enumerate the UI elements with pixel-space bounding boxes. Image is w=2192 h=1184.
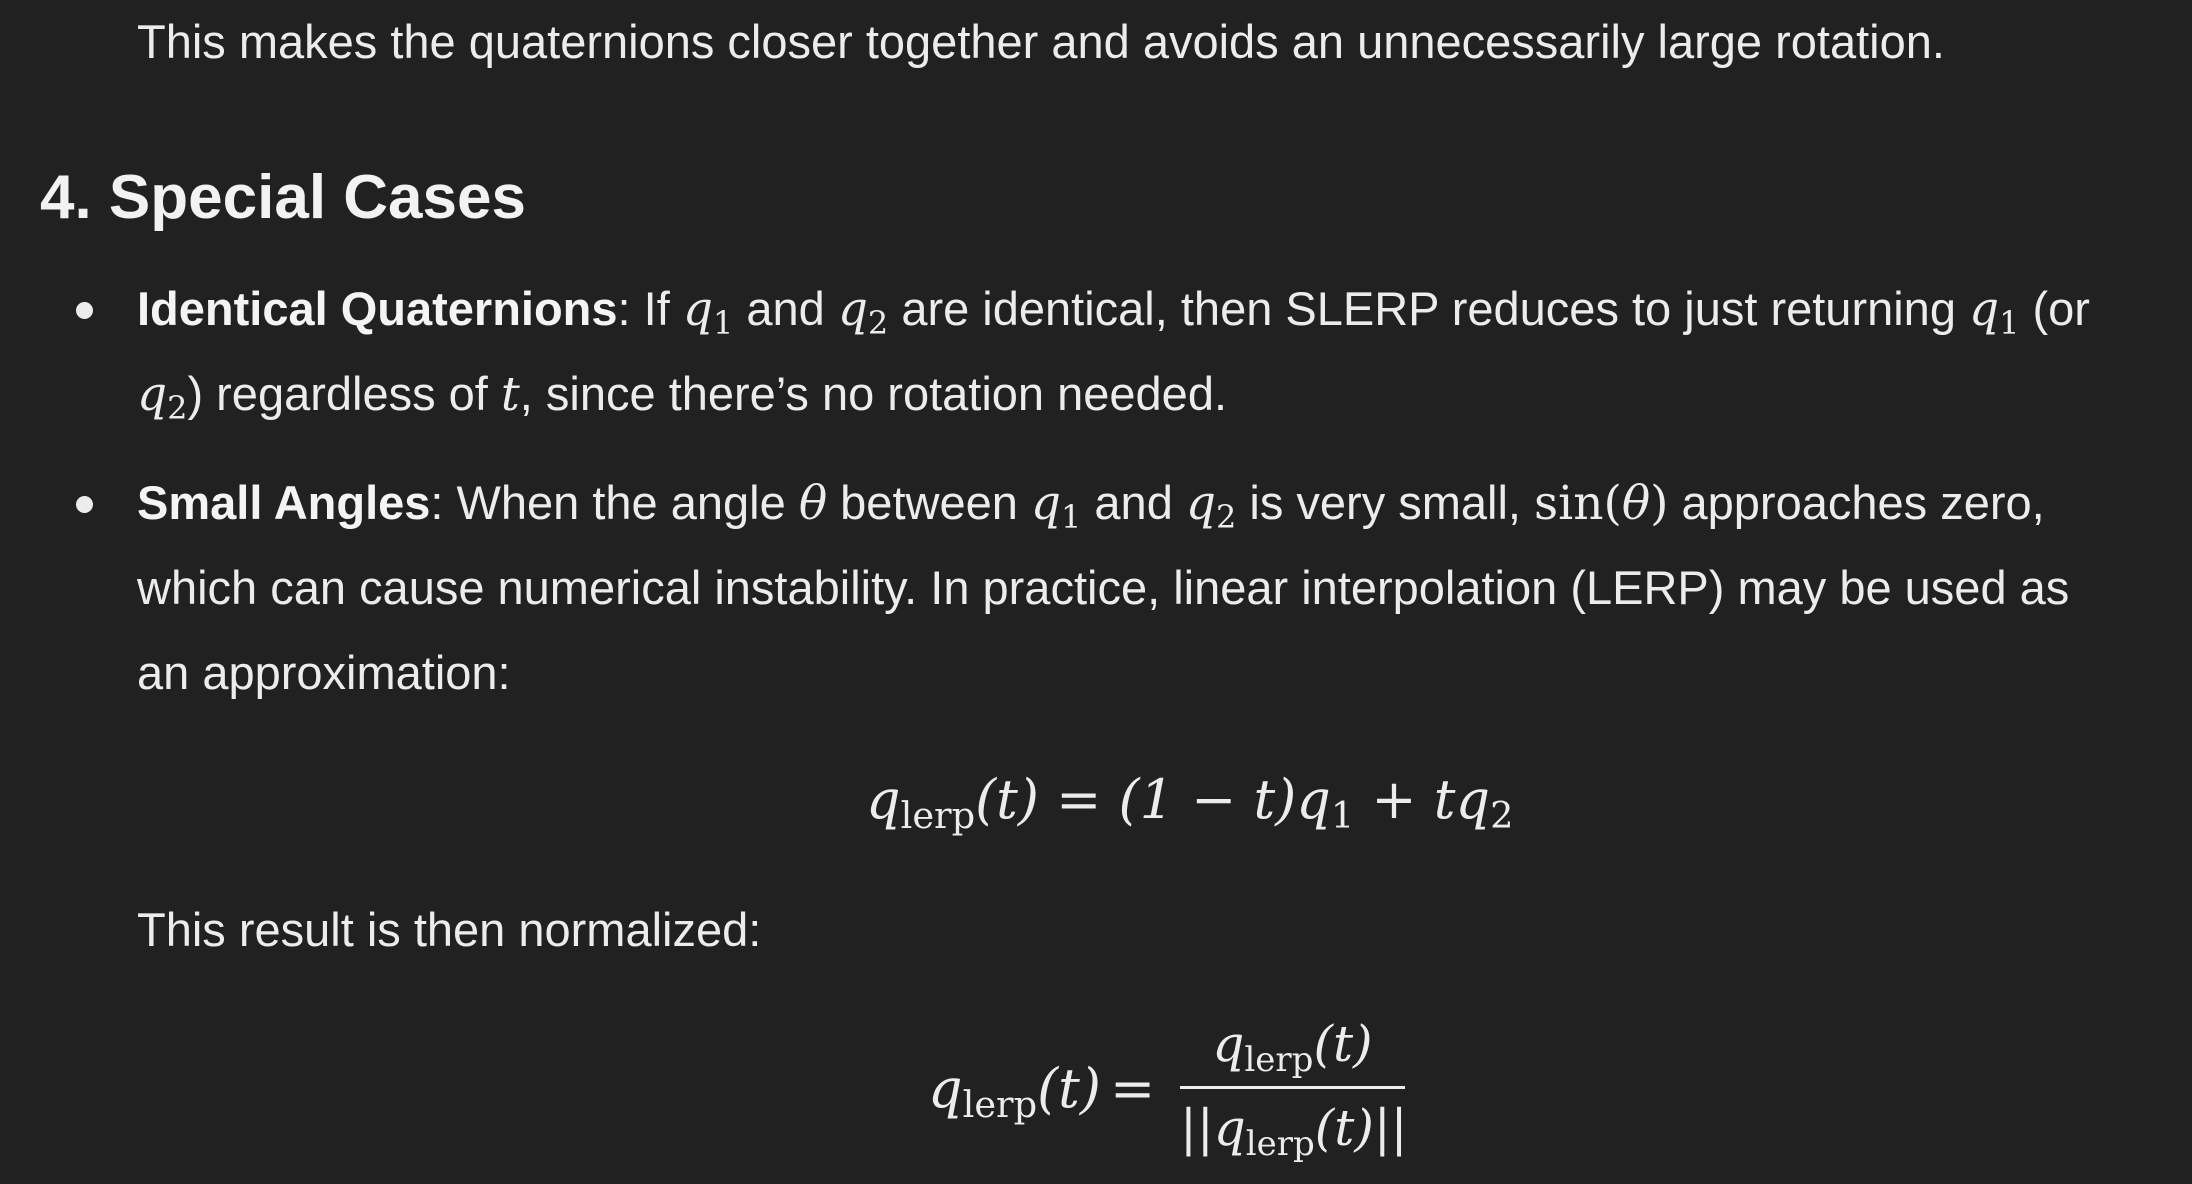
normalized-equation-lhs: qlerp(t) xyxy=(928,1057,1101,1127)
fraction-denominator: ||qlerp(t)|| xyxy=(1180,1099,1408,1164)
bullet-2-line-2: which can cause numerical instability. In practice, linear interpolation (LERP) may be used as xyxy=(137,561,2070,614)
section-heading: 4. Special Cases xyxy=(40,163,526,232)
bullet-2-line-1: Small Angles: When the angle θ between q1 and q2 is very small, sin(θ) approaches zero, xyxy=(137,476,2045,536)
bullet-1-line-1: Identical Quaternions: If q1 and q2 are identical, then SLERP reduces to just returning q1 (or xyxy=(137,282,2090,342)
fraction-numerator: qlerp(t) xyxy=(1212,1015,1373,1080)
bullet-2-line-3: an approximation: xyxy=(137,646,511,699)
normalized-equation-equals: = xyxy=(1110,1057,1156,1120)
math-q2: q2 xyxy=(137,367,188,427)
intro-paragraph xyxy=(137,12,1945,72)
math-theta: θ xyxy=(798,476,828,531)
bullet-dot-1 xyxy=(76,302,93,319)
bullet-dot-2 xyxy=(76,496,93,513)
math-q1: q1 xyxy=(682,282,734,342)
intro-text: This makes the quaternions closer together and avoids an unnecessarily large rotation. xyxy=(137,15,1945,68)
math-q2: q2 xyxy=(837,282,889,342)
math-q1: q1 xyxy=(1030,476,1082,536)
normalize-text: This result is then normalized: xyxy=(137,903,762,956)
bullet-1-label: Identical Quaternions xyxy=(137,282,618,335)
bullet-1-line-2: q2) regardless of t, since there’s no rotation needed. xyxy=(137,367,1228,427)
bullet-2-label: Small Angles xyxy=(137,476,431,529)
normalized-fraction xyxy=(1180,1010,1408,1170)
math-q2: q2 xyxy=(1185,476,1237,536)
math-t: t xyxy=(500,367,520,422)
lerp-equation: qlerp(t) = (1 − t)q1 + tq2 xyxy=(866,768,1514,838)
math-sin-theta: sin(θ) xyxy=(1534,476,1669,531)
fraction-bar xyxy=(1180,1086,1405,1089)
math-q1: q1 xyxy=(1969,282,2020,342)
